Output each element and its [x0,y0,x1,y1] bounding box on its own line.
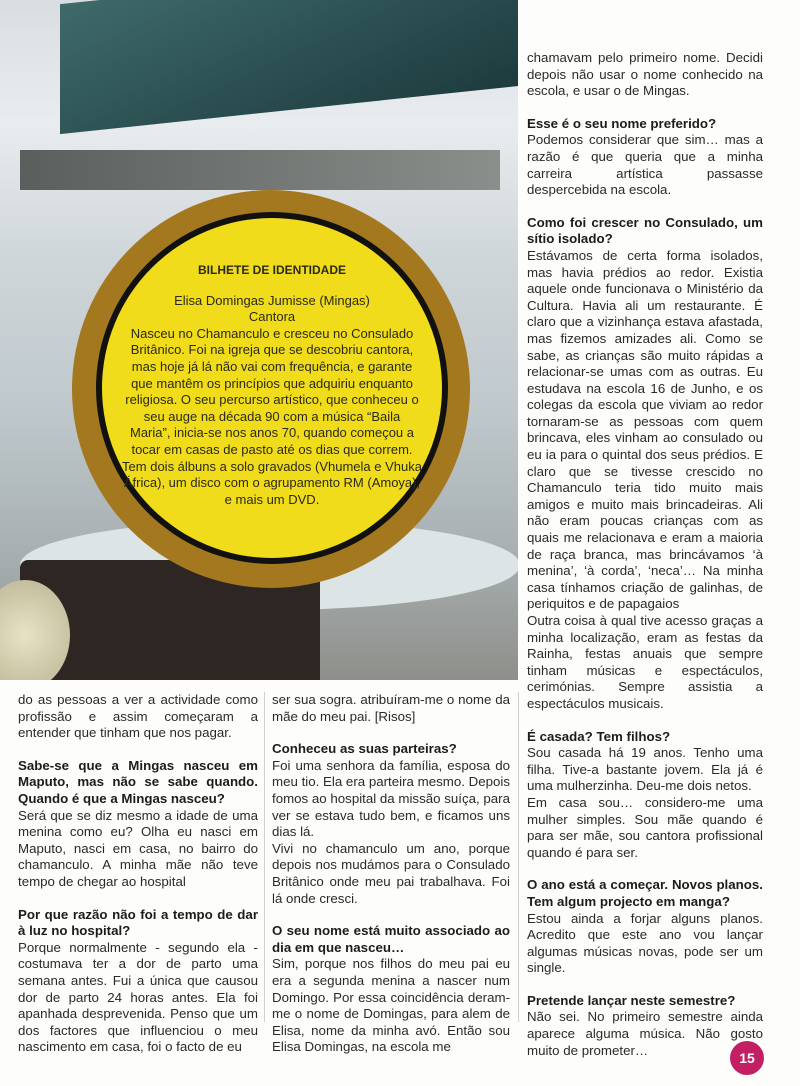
column-divider [264,692,265,1022]
answer: Não sei. No primeiro semestre ainda aparece alguma música. Não gosto muito de prometer… [527,1009,763,1058]
answer: Porque normalmente - segundo ela - costumava ter a dor de parto uma semana antes. Fui a única que causou dor de parto 24 horas antes. Ela foi apanhada desprevenida. Penso que um dos factores que influenciou o meu nascimento em casa, foi o facto de eu [18,939,258,1055]
question: Conheceu as suas parteiras? [272,741,457,757]
answer: Outra coisa à qual tive acesso graças a minha localização, eram as festas da Rainha, festas anuais que sempre tinham músicas e espectáculos, cerimónias. Sempre assistia a espectáculos musicais. [527,613,763,711]
question: Sabe-se que a Mingas nasceu em Maputo, mas não se sabe quando. Quando é que a Mingas nasceu? [18,757,258,806]
id-badge-discography: Tem dois álbuns a solo gravados (Vhumela e Vhuka África), um disco com o agrupamento RM (Amoya), e mais um DVD. [122,458,422,507]
paragraph: chamavam pelo primeiro nome. Decidi depois não usar o nome conhecido na escola, e usar o de Mingas. [527,50,763,99]
column-divider [518,692,519,1022]
page-number: 15 [730,1041,764,1075]
umbrella-shape [60,0,518,134]
awning-shape [20,150,500,190]
id-badge-text [122,262,422,508]
answer: Sou casada há 19 anos. Tenho uma filha. Tive-a bastante jovem. Ela já é uma mulherzinha. Deu-me dois netos. [527,745,763,794]
answer: Estou ainda a forjar alguns planos. Acredito que este ano vou lançar algumas músicas novas, pode ser um single. [527,910,763,976]
article-column-2 [272,692,510,1072]
article-column-1 [18,692,258,1072]
answer: Estávamos de certa forma isolados, mas havia prédios ao redor. Existia aquele onde funcionava o Ministério da Cultura. Havia ali um restaurante. É claro que a vizinhança estava afastada, mas fizemos amizades ali. Como se sabe, as crianças são muito rápidas a relacionar-se umas com as outras. Eu estudava na escola 16 de Junho, e os colegas da escola que viviam ao redor tornaram-se as pessoas com quem brincava, eles vinham ao consulado ou eu ia para o quintal dos seus prédios. E claro que se tivesse crescido no Chamanculo teria tido muito mais amigos e muito mais brincadeiras. Ali não eram poucas crianças com as quais me relacionava e eram a maioria de raça branca, mas brincávamos ‘à menina’, ‘à corda’, ‘neca’… Na minha casa tínhamos criação de galinhas, de periquitos e de papagaios [527,247,763,612]
question: É casada? Tem filhos? [527,728,671,744]
id-badge-name: Elisa Domingas Jumisse (Mingas) [174,292,370,308]
article-column-3 [527,50,763,1075]
answer: Podemos considerar que sim… mas a razão é que queria que a minha carreira artística passasse despercebida na escola. [527,132,763,198]
question: O seu nome está muito associado ao dia em que nasceu… [272,923,510,955]
question: O ano está a começar. Novos planos. Tem algum projecto em manga? [527,877,763,909]
question: Por que razão não foi a tempo de dar à luz no hospital? [18,906,258,939]
id-badge-profession: Cantora [248,309,296,325]
id-badge-title: BILHETE DE IDENTIDADE [197,263,346,277]
paragraph: do as pessoas a ver a actividade como profissão e assim começaram a entender que tinham que nos pagar. [18,692,258,741]
question: Esse é o seu nome preferido? [527,115,717,131]
paragraph: ser sua sogra. atribuíram-me o nome da mãe do meu pai. [Risos] [272,692,510,724]
answer: Vivi no chamanculo um ano, porque depois nos mudámos para o Consulado Britânico onde meu pai trabalhava. Foi lá onde cresci. [272,840,510,906]
answer: Será que se diz mesmo a idade de uma menina como eu? Olha eu nasci em Maputo, nasci em casa, no bairro do chamanculo. A minha mãe não teve tempo de chegar ao hospital [18,807,258,889]
answer: Sim, porque nos filhos do meu pai eu era a segunda menina a nascer num Domingo. Por essa coincidência deram-me o nome de Domingas, para alem de Elisa, nome da minha avó. Então sou Elisa Domingas, na escola me [272,956,510,1055]
id-badge-bio: Nasceu no Chamanculo e cresceu no Consulado Britânico. Foi na igreja que se descobriu cantora, mas hoje já lá não vai com frequência, e garante que mantêm os princípios que adquiriu enquanto religiosa. O seu percurso artístico, que conheceu o seu auge na década 90 com a música “Baila Maria”, inicia-se nos anos 70, quando começou a tocar em casas de pasto até os dias que correm. [125,325,419,457]
answer: Foi uma senhora da família, esposa do meu tio. Ela era parteira mesmo. Depois fomos ao hospital da missão suíça, para ver se estava tudo bem, e ficamos uns dias lá. [272,757,510,840]
question: Pretende lançar neste semestre? [527,992,736,1008]
question: Como foi crescer no Consulado, um sítio isolado? [527,214,763,247]
answer: Em casa sou… considero-me uma mulher simples. Sou mãe quando é para ser mãe, sou cantora profissional quando é para ser. [527,794,763,860]
